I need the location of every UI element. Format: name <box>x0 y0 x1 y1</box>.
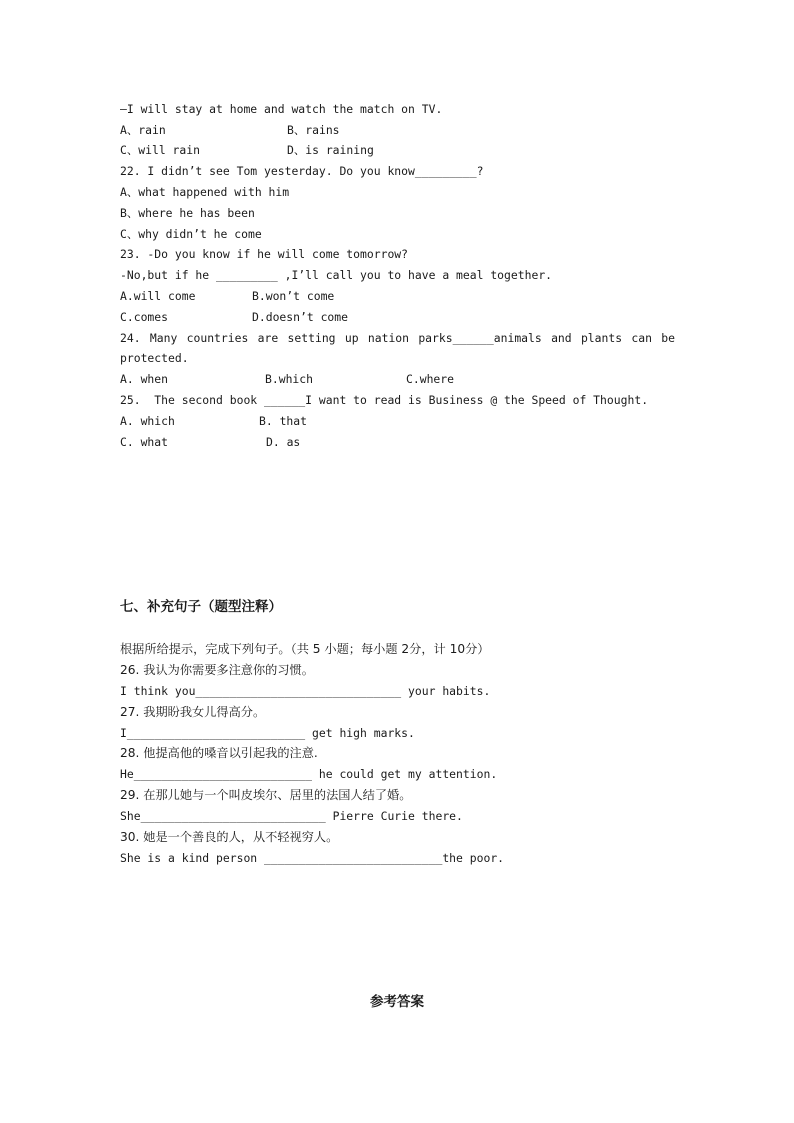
q22-option-c: C、why didn’t he come <box>120 227 262 241</box>
q25-option-a: A. which <box>120 414 175 428</box>
q23-option-a: A.will come <box>120 289 196 303</box>
q25-option-c: C. what <box>120 435 169 449</box>
q27-english: I__________________________ get high marks. <box>120 726 415 740</box>
q29-chinese: 29. 在那儿她与一个叫皮埃尔、居里的法国人结了婚。 <box>120 788 412 802</box>
q25-stem: 25. The second book ______I want to read is Business @ the Speed of Thought. <box>120 393 649 407</box>
section-7-title: 七、补充句子（题型注释） <box>120 599 282 615</box>
answers-title: 参考答案 <box>370 994 424 1010</box>
q26-english: I think you______________________________ your habits. <box>120 684 491 698</box>
q23-option-d: D.doesn’t come <box>252 310 349 324</box>
q27-chinese: 27. 我期盼我女儿得高分。 <box>120 705 266 719</box>
q24-option-b: B.which <box>265 372 314 386</box>
q21-option-c: C、will rain <box>120 143 200 157</box>
q29-english: She___________________________ Pierre Curie there. <box>120 809 463 823</box>
q28-english: He__________________________ he could get my attention. <box>120 767 498 781</box>
q24-option-c: C.where <box>406 372 455 386</box>
q21-option-d: D、is raining <box>287 143 374 157</box>
q24-stem: 24. Many countries are setting up nation parks______animals and plants can be <box>120 331 675 345</box>
q23-option-c: C.comes <box>120 310 169 324</box>
q28-chinese: 28. 他提高他的嗓音以引起我的注意. <box>120 746 318 760</box>
q30-english: She is a kind person __________________________the poor. <box>120 851 505 865</box>
q24-line2: protected. <box>120 351 189 365</box>
q22-option-a: A、what happened with him <box>120 185 290 199</box>
q25-option-d: D. as <box>266 435 301 449</box>
q23-option-b: B.won’t come <box>252 289 335 303</box>
q21-dialogue-line: —I will stay at home and watch the match on TV. <box>120 102 443 116</box>
section-7-instruction: 根据所给提示，完成下列句子。（共 5 小题；每小题 2分，计 10分） <box>120 642 490 656</box>
q21-option-b: B、rains <box>287 123 340 137</box>
q25-option-b: B. that <box>259 414 308 428</box>
q26-chinese: 26. 我认为你需要多注意你的习惯。 <box>120 663 314 677</box>
q22-stem: 22. I didn’t see Tom yesterday. Do you know_________? <box>120 164 484 178</box>
q24-option-a: A. when <box>120 372 169 386</box>
q22-option-b: B、where he has been <box>120 206 255 220</box>
q21-option-a: A、rain <box>120 123 166 137</box>
q23-line2: -No,but if he _________ ,I’ll call you to have a meal together. <box>120 268 553 282</box>
q23-stem: 23. -Do you know if he will come tomorrow? <box>120 247 409 261</box>
q30-chinese: 30. 她是一个善良的人，从不轻视穷人。 <box>120 830 339 844</box>
